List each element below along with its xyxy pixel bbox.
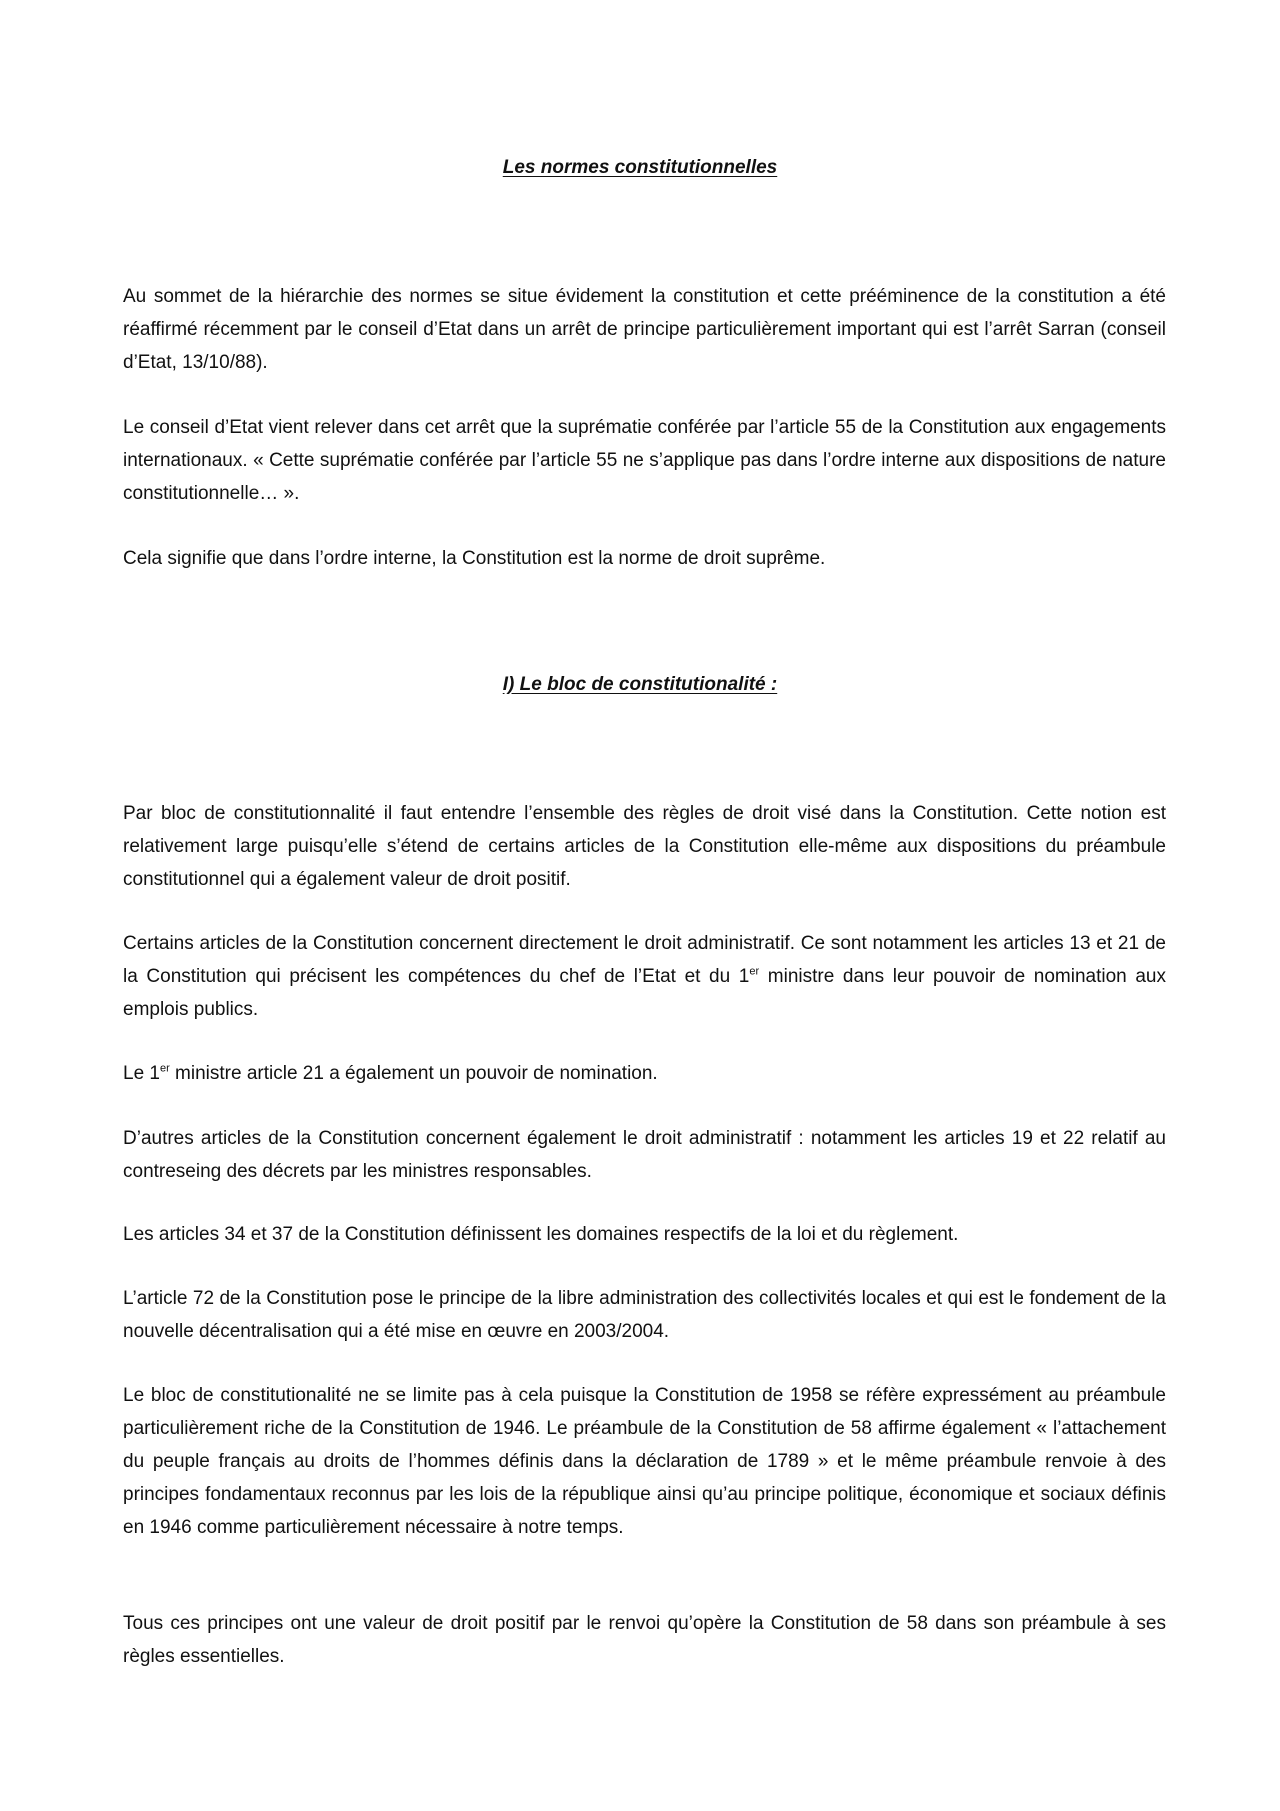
section-paragraph-5: Les articles 34 et 37 de la Constitution définissent les domaines respectifs de la loi et du règlement. xyxy=(123,1224,959,1245)
section-paragraph-2-text-a: Certains articles de la Constitution concernent directement le droit administratif. Ce sont notamment les articles 13 et 21 de la Constitution qui précisent les compétences du chef de l’Etat et du 1 xyxy=(123,933,1166,987)
document-title: Les normes constitutionnelles xyxy=(502,157,778,178)
section-paragraph-7: Le bloc de constitutionalité ne se limite pas à cela puisque la Constitution de 1958 se réfère expressément au préambule particulièrement riche de la Constitution de 1946. Le préambule de la Constitution de 58 affirme également « l’attachement du peuple français au droits de l’hommes définis dans la déclaration de 1789 » et le même préambule renvoie à des principes fondamentaux reconnus par les lois de la république ainsi qu’au principe politique, économique et sociaux définis en 1946 comme particulièrement nécessaire à notre temps. xyxy=(123,1385,1166,1538)
intro-paragraph-1: Au sommet de la hiérarchie des normes se situe évidement la constitution et cette prééminence de la constitution a été réaffirmé récemment par le conseil d’Etat dans un arrêt de principe particulièrement important qui est l’arrêt Sarran (conseil d’Etat, 13/10/88). xyxy=(123,286,1166,373)
section-title: I) Le bloc de constitutionalité : xyxy=(502,674,778,695)
intro-paragraph-3: Cela signifie que dans l’ordre interne, la Constitution est la norme de droit suprême. xyxy=(123,548,826,569)
section-paragraph-3-text-a: Le 1 xyxy=(123,1063,160,1084)
section-paragraph-6: L’article 72 de la Constitution pose le principe de la libre administration des collectivités locales et qui est le fondement de la nouvelle décentralisation qui a été mise en œuvre en 2003/2004. xyxy=(123,1288,1166,1342)
section-paragraph-4: D’autres articles de la Constitution concernent également le droit administratif : notamment les articles 19 et 22 relatif au contreseing des décrets par les ministres responsables. xyxy=(123,1128,1166,1182)
section-paragraph-1: Par bloc de constitutionnalité il faut entendre l’ensemble des règles de droit visé dans la Constitution. Cette notion est relativement large puisqu’elle s’étend de certains articles de la Constitution elle-même aux dispositions du préambule constitutionnel qui a également valeur de droit positif. xyxy=(123,803,1166,890)
section-paragraph-2 xyxy=(123,927,1166,1026)
section-paragraph-2-text-b: ministre dans leur pouvoir de nomination aux emplois publics. xyxy=(123,966,1166,1020)
section-paragraph-3 xyxy=(123,1057,1166,1090)
section-paragraph-8: Tous ces principes ont une valeur de droit positif par le renvoi qu’opère la Constitution de 58 dans son préambule à ses règles essentielles. xyxy=(123,1613,1166,1667)
superscript-er: er xyxy=(159,1062,170,1075)
superscript-er: er xyxy=(749,965,760,978)
section-paragraph-3-text-b: ministre article 21 a également un pouvoir de nomination. xyxy=(169,1063,658,1084)
intro-paragraph-2: Le conseil d’Etat vient relever dans cet arrêt que la suprématie conférée par l’article 55 de la Constitution aux engagements internationaux. « Cette suprématie conférée par l’article 55 ne s’applique pas dans l’ordre interne aux dispositions de nature constitutionnelle… ». xyxy=(123,417,1166,504)
